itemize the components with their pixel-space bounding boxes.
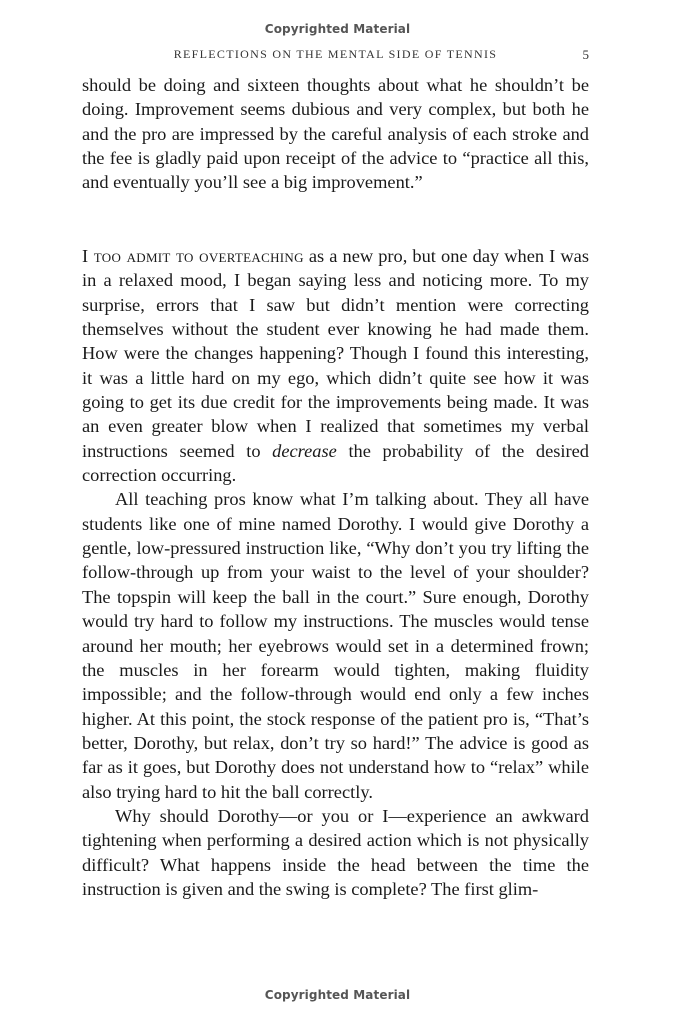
body-text-top xyxy=(82,73,589,195)
copyright-watermark-top: Copyrighted Material xyxy=(264,22,411,36)
copyright-watermark-bottom: Copyrighted Material xyxy=(264,988,411,1002)
emphasis-text: decrease xyxy=(272,440,337,461)
paragraph-continued: should be doing and sixteen thoughts about what he shouldn’t be doing. Improvement seems dubious and very complex, but both he and the pro are impressed by the careful analysis of each stroke and the fee is gladly paid upon receipt of the advice to “practice all this, and eventually you’ll see a big improvement.” xyxy=(82,75,589,193)
body-text-section xyxy=(82,244,589,901)
paragraph-text-end: the probability of the desired correction occurring. xyxy=(82,440,589,486)
paragraph-text: as a new pro, but one day when I was in a relaxed mood, I began saying less and noticing more. To my surprise, errors that I saw but didn’t mention were correcting themselves without the student ever knowing he had made them. How were the changes happening? Though I found this interesting, it was a little hard on my ego, which didn’t quite see how it was going to get its due credit for the improvements being made. It was an even greater blow when I realized that sometimes my verbal instructions seemed to xyxy=(82,246,589,461)
paragraph-tightening: Why should Dorothy—or you or I—experience an awkward tightening when performing a desired action which is not physically difficult? What happens inside the head between the time the instruction is given and the swing is complete? The first glim- xyxy=(82,805,589,899)
page-number: 5 xyxy=(582,47,589,62)
section-lead-in: I too admit to overteaching xyxy=(82,246,304,266)
running-head xyxy=(82,47,589,65)
running-head-title: REFLECTIONS ON THE MENTAL SIDE OF TENNIS xyxy=(173,47,498,61)
paragraph-dorothy: All teaching pros know what I’m talking about. They all have students like one of mine named Dorothy. I would give Dorothy a gentle, low-pressured instruction like, “Why don’t you try lifting the follow-through up from your waist to the level of your shoulder? The topspin will keep the ball in the court.” Sure enough, Dorothy would try hard to follow my instructions. The muscles would tense around her mouth; her eyebrows would set in a determined frown; the muscles in her forearm would tighten, making fluidity impossible; and the follow-through would end only a few inches higher. At this point, the stock response of the patient pro is, “That’s better, Dorothy, but relax, don’t try so hard!” The advice is good as far as it goes, but Dorothy does not understand how to “relax” while also trying hard to hit the ball correctly. xyxy=(82,489,589,802)
paragraph-section-opening xyxy=(82,244,589,487)
